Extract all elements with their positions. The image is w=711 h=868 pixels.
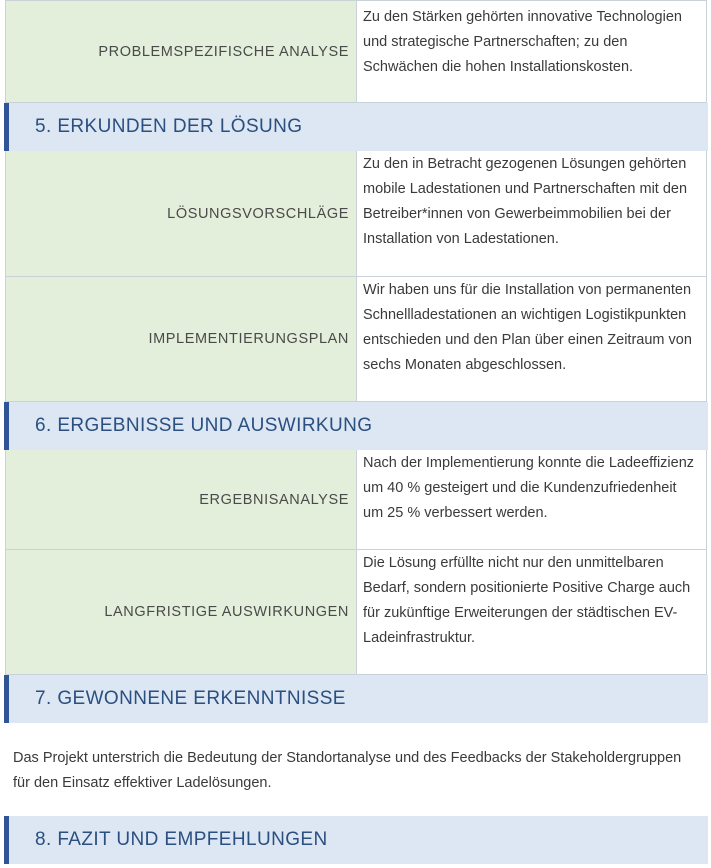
table-row — [5, 450, 707, 550]
row-value: Zu den in Betracht gezogenen Lösungen gehörten mobile Ladestationen und Partnerschaften mit den Betreiber*innen von Gewerbeimmobilien bei der Installation von Ladestationen. — [357, 151, 707, 276]
table-row — [5, 277, 707, 402]
lessons-paragraph: Das Projekt unterstrich die Bedeutung der Standortanalyse und des Feedbacks der Stakeholdergruppen für den Einsatz effektiver Ladelösungen. — [13, 750, 682, 791]
row-label: LANGFRISTIGE AUSWIRKUNGEN — [5, 550, 357, 674]
row-label: PROBLEMSPEZIFISCHE ANALYSE — [5, 1, 357, 102]
section-heading: 8. FAZIT UND EMPFEHLUNGEN — [4, 816, 708, 864]
row-value: Zu den Stärken gehörten innovative Technologien und strategische Partnerschaften; zu den Schwächen die hohen Installationskosten. — [357, 1, 707, 102]
row-label: ERGEBNISANALYSE — [5, 450, 357, 549]
section-heading: 7. GEWONNENE ERKENNTNISSE — [4, 675, 708, 723]
table-row — [5, 550, 707, 675]
row-value: Wir haben uns für die Installation von permanenten Schnellladestationen an wichtigen Logistikpunkten entschieden und den Plan über einen Zeitraum von sechs Monaten abgeschlossen. — [357, 277, 707, 401]
table-row — [5, 0, 707, 103]
row-label: IMPLEMENTIERUNGSPLAN — [5, 277, 357, 401]
table-row — [5, 151, 707, 277]
row-value: Nach der Implementierung konnte die Ladeeffizienz um 40 % gesteigert und die Kundenzufriedenheit um 25 % verbessert werden. — [357, 450, 707, 549]
row-label: LÖSUNGSVORSCHLÄGE — [5, 151, 357, 276]
row-value: Die Lösung erfüllte nicht nur den unmittelbaren Bedarf, sondern positionierte Positive Charge auch für zukünftige Erweiterungen der städtischen EV-Ladeinfrastruktur. — [357, 550, 707, 674]
section-heading: 6. ERGEBNISSE UND AUSWIRKUNG — [4, 402, 708, 450]
section-heading: 5. ERKUNDEN DER LÖSUNG — [4, 103, 708, 151]
